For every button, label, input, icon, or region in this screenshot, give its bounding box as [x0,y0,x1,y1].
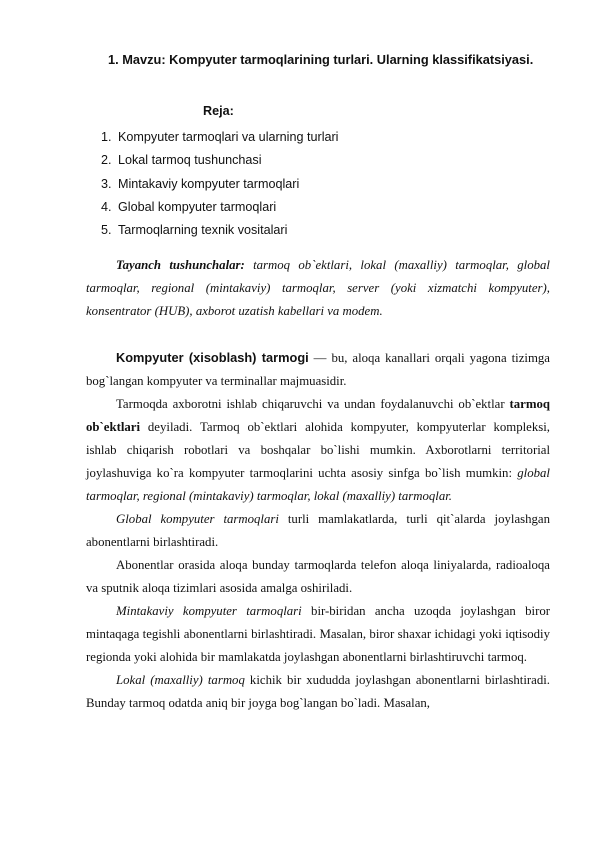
plan-item-number: 2. [101,153,112,168]
plan-item [101,173,338,196]
local-networks-paragraph [86,669,550,715]
regional-networks-paragraph [86,600,550,669]
body-text [86,254,550,715]
regional-networks-term: Mintakaviy kompyuter tarmoqlari [116,604,302,618]
plan-list [101,126,338,242]
paragraph-text: Tarmoqda axborotni ishlab chiqaruvchi va undan foydalanuvchi ob`ektlar [116,397,510,411]
network-classes-list: global tarmoqlar, regional (mintakaviy) tarmoqlar, lokal (maxalliy) tarmoqlar. [86,466,550,503]
global-networks-term: Global kompyuter tarmoqlari [116,512,279,526]
paragraph-text: deyiladi. Tarmoq ob`ektlari alohida kompyuter, kompyuterlar kompleksi, ishlab chiqarish robotlari va boshqalar bo`lishi mumkin. Axborotlarni territorial joylashuviga ko`ra kompyuter tarmoqlarini uchta asosiy sinfga bo`lish mumkin: [86,420,550,480]
network-objects-term: tarmoq ob`ektlari [86,397,550,434]
plan-item-text: Kompyuter tarmoqlari va ularning turlari [118,130,339,144]
definition-paragraph [86,346,550,393]
plan-item-text: Tarmoqlarning texnik vositalari [118,223,288,238]
page-title: 1. Mavzu: Kompyuter tarmoqlarining turlari. Ularning klassifikatsiyasi. [108,52,534,67]
local-networks-term: Lokal (maxalliy) tarmoq [116,673,245,687]
communication-paragraph [86,554,550,600]
paragraph-text: Abonentlar orasida aloqa bunday tarmoqlarda telefon aloqa liniyalarda, radioaloqa va sputnik aloqa tizimlari asosida amalga oshiriladi. [86,558,550,595]
plan-item-text: Mintakaviy kompyuter tarmoqlari [118,176,300,191]
paragraph-text: turli mamlakatlarda, turli qit`alarda joylashgan abonentlarni birlashtiradi. [86,512,550,549]
network-objects-paragraph [86,393,550,508]
plan-item-text: Global kompyuter tarmoqlari [118,199,277,214]
global-networks-paragraph [86,508,550,554]
plan-item-number: 4. [101,199,112,214]
plan-item-number: 5. [101,223,112,238]
definition-term: Kompyuter (xisoblash) tarmogi [116,350,309,365]
plan-heading: Reja: [203,104,234,118]
plan-item [101,219,338,242]
definition-text: — bu, aloqa kanallari orqali yagona tizimga bog`langan kompyuter va terminallar majmuasidir. [86,351,550,388]
plan-item-text: Lokal tarmoq tushunchasi [118,153,262,168]
plan-item [101,126,338,149]
plan-item [101,149,338,172]
plan-item-number: 1. [101,130,112,144]
plan-item [101,196,338,219]
plan-item-number: 3. [101,176,112,191]
key-concepts-text: tarmoq ob`ektlari, lokal (maxalliy) tarmoqlar, global tarmoqlar, regional (mintakaviy) tarmoqlar, server (yoki xizmatchi kompyuter), konsentrator (HUB), axborot uzatish kabellari va modem. [86,258,550,318]
key-concepts-label: Tayanch tushunchalar: [116,258,245,272]
paragraph-text: kichik bir xududda joylashgan abonentlarni birlashtiradi. Bunday tarmoq odatda aniq bir joyga bog`langan bo`ladi. Masalan, [86,673,551,710]
paragraph-text: bir-biridan ancha uzoqda joylashgan biror mintaqaga tegishli abonentlarni birlashtiradi. Masalan, biror shaxar ichidagi yoki iqtisodiy regionda yoki alohida bir mamlakatda joylashgan abonentlarni birlashtiruvchi tarmoq. [86,604,550,664]
key-concepts-paragraph [86,254,550,323]
